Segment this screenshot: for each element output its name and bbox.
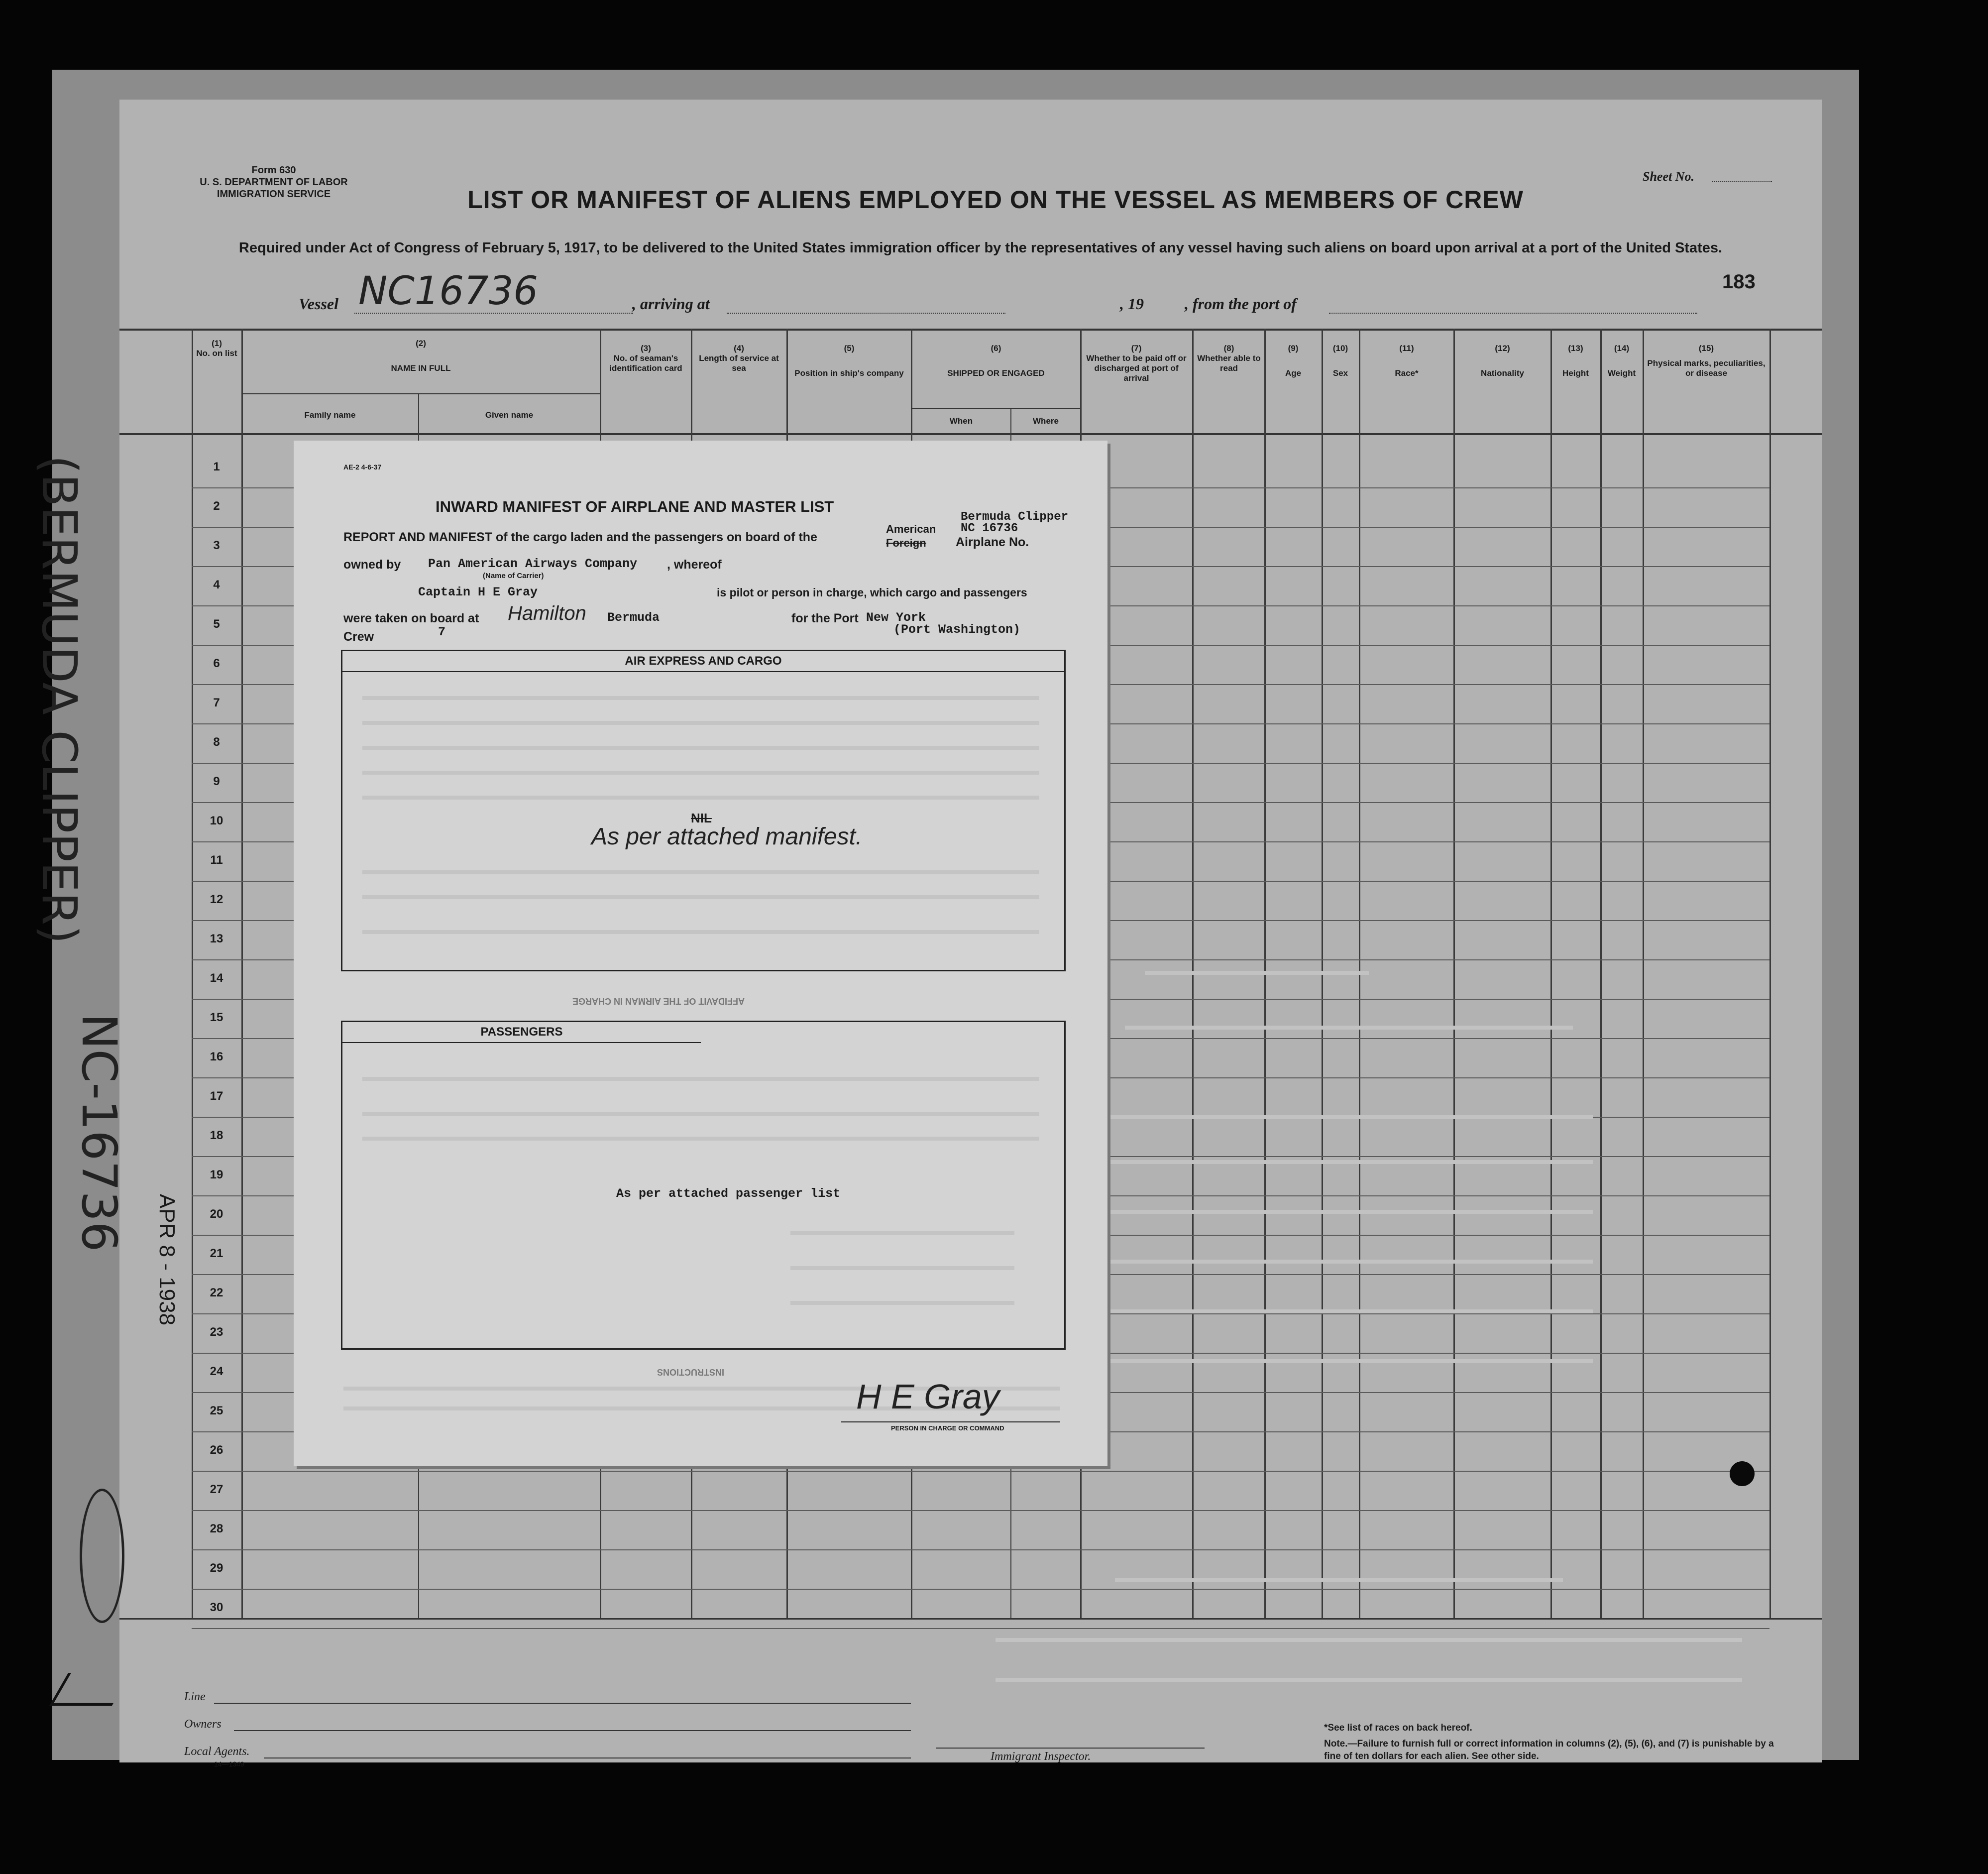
form-code: 14—1349	[214, 1760, 244, 1768]
row-number: 17	[210, 1089, 223, 1103]
faint-text	[362, 796, 1039, 800]
row-number: 9	[213, 775, 220, 788]
airplane-name: Bermuda Clipper	[961, 510, 1069, 524]
faint-text	[1125, 1026, 1573, 1030]
column-15-header: (15) Physical marks, peculiarities, or disease	[1647, 344, 1766, 378]
faint-text	[362, 696, 1039, 700]
column-7-header: (7) Whether to be paid off or discharged at port of arrival	[1086, 344, 1187, 383]
row-line	[192, 1510, 1769, 1511]
column-5-header: (5) Position in ship's company	[794, 344, 904, 378]
airplane-no: NC 16736	[961, 522, 1018, 535]
footer-top-border	[119, 1618, 1822, 1620]
family-name-header: Family name	[304, 410, 356, 420]
column-divider	[1643, 329, 1644, 1618]
faint-text	[995, 1638, 1742, 1642]
overlay-line1: REPORT AND MANIFEST of the cargo laden and the passengers on board of the	[343, 530, 817, 544]
cargo-nil: NIL	[691, 811, 712, 825]
row-number: 12	[210, 893, 223, 906]
signature-label: PERSON IN CHARGE OR COMMAND	[891, 1424, 1004, 1432]
row-line	[192, 1549, 1769, 1550]
instructions-title: INSTRUCTIONS	[657, 1367, 724, 1377]
column-12-header: (12) Nationality	[1481, 344, 1524, 378]
form-number: Form 630	[251, 165, 296, 176]
where-header: Where	[1033, 416, 1059, 426]
column-1-header: (1) No. on list	[196, 339, 237, 358]
faint-text	[1095, 1359, 1593, 1363]
line-label: Line	[184, 1690, 206, 1703]
faint-text	[790, 1301, 1014, 1305]
column-6-header: (6) SHIPPED OR ENGAGED	[947, 344, 1045, 378]
port-value: New York	[866, 610, 926, 625]
row-number: 7	[213, 696, 220, 709]
row-number: 11	[210, 853, 223, 867]
row-number: 14	[210, 971, 223, 985]
column-divider	[1453, 329, 1455, 1618]
boarded-label: were taken on board at	[343, 611, 479, 625]
column-11-header: (11) Race*	[1395, 344, 1419, 378]
table-header-bottom	[119, 433, 1822, 435]
given-name-header: Given name	[485, 410, 534, 420]
race-note: *See list of races on back hereof.	[1324, 1723, 1472, 1733]
port-label: for the Port	[791, 611, 859, 625]
row-number: 24	[210, 1365, 223, 1378]
faint-text	[1095, 1160, 1593, 1164]
year-label: , 19	[1120, 295, 1144, 313]
row-number: 13	[210, 932, 223, 945]
signature: H E Gray	[856, 1377, 999, 1416]
arriving-line	[727, 313, 1005, 314]
faint-text	[362, 870, 1039, 874]
faint-text	[362, 771, 1039, 775]
table-top-border	[119, 329, 1822, 331]
owned-by-label: owned by	[343, 558, 401, 572]
column-13-header: (13) Height	[1562, 344, 1589, 378]
faint-text	[362, 1077, 1039, 1081]
vessel-line	[354, 313, 633, 314]
faint-text	[362, 930, 1039, 934]
airplane-no-label: Airplane No.	[956, 535, 1029, 549]
date-stamp: APR 8 - 1938	[155, 1193, 179, 1326]
row-number: 29	[210, 1561, 223, 1575]
footer-note: Note.—Failure to furnish full or correct information in columns (2), (5), (6), and (7) is punishable by a fine of ten dollars for each alien. See other side.	[1324, 1739, 1774, 1761]
crew-value: 7	[438, 625, 446, 639]
row-number: 5	[213, 617, 220, 631]
faint-text	[790, 1266, 1014, 1270]
sheet-line	[1712, 181, 1772, 182]
arriving-label: , arriving at	[632, 295, 710, 313]
column-divider	[1600, 329, 1602, 1618]
column-3-header: (3) No. of seaman's identification card	[609, 344, 682, 373]
affidavit-title: AFFIDAVIT OF THE AIRMAN IN CHARGE	[572, 996, 745, 1006]
nationality-foreign: Foreign	[886, 537, 926, 549]
inward-manifest-overlay	[294, 441, 1107, 1466]
row-number: 15	[210, 1011, 223, 1024]
form-title: LIST OR MANIFEST OF ALIENS EMPLOYED ON THE VESSEL AS MEMBERS OF CREW	[467, 186, 1524, 214]
column-8-header: (8) Whether able to read	[1197, 344, 1261, 373]
row-number: 4	[213, 578, 220, 591]
row-number: 21	[210, 1247, 223, 1260]
row-number: 8	[213, 735, 220, 749]
pilot-label: is pilot or person in charge, which cargo and passengers	[717, 586, 1027, 599]
vessel-label: Vessel	[299, 295, 338, 313]
pilot-value: Captain H E Gray	[418, 585, 538, 599]
margin-plane-reg: NC-16736	[71, 1013, 127, 1252]
column-divider	[192, 329, 193, 1618]
service: IMMIGRATION SERVICE	[217, 189, 331, 200]
row-line	[192, 1628, 1769, 1629]
faint-text	[790, 1231, 1014, 1235]
row-number: 22	[210, 1286, 223, 1299]
page-number: 183	[1722, 271, 1756, 293]
cargo-hand: As per attached manifest.	[591, 823, 863, 850]
row-number: 20	[210, 1207, 223, 1221]
row-number: 28	[210, 1522, 223, 1535]
owner-value: Pan American Airways Company	[428, 557, 638, 571]
right-punch-hole	[1730, 1461, 1755, 1486]
row-line	[192, 1589, 1769, 1590]
agents-rule	[264, 1757, 911, 1758]
cargo-box	[341, 650, 1066, 971]
row-line	[192, 1471, 1769, 1472]
circle-mark	[80, 1489, 124, 1623]
passengers-text: As per attached passenger list	[616, 1186, 841, 1201]
row-number: 18	[210, 1129, 223, 1142]
boarded-place: Bermuda	[607, 610, 660, 625]
nationality-american: American	[886, 523, 936, 535]
faint-text	[362, 1112, 1039, 1116]
row-number: 26	[210, 1443, 223, 1457]
crew-label: Crew	[343, 630, 374, 644]
name-subheader-line	[241, 393, 600, 394]
shipped-subheader-line	[911, 408, 1080, 409]
line-rule	[214, 1703, 911, 1704]
overlay-form-code: AE-2 4-6-37	[343, 463, 382, 471]
column-2-header: (2) NAME IN FULL	[391, 339, 451, 373]
row-number: 2	[213, 499, 220, 513]
from-port-label: , from the port of	[1185, 295, 1297, 313]
passengers-box	[341, 1021, 1066, 1350]
column-divider	[1769, 329, 1771, 1618]
inspector-rule	[936, 1748, 1205, 1749]
row-number: 10	[210, 814, 223, 827]
vessel-value: NC16736	[358, 269, 538, 314]
faint-text	[362, 1137, 1039, 1141]
whereof-label: , whereof	[667, 558, 722, 572]
faint-text	[995, 1678, 1742, 1682]
boarded-hand: Hamilton	[508, 602, 586, 624]
cargo-title: AIR EXPRESS AND CARGO	[342, 651, 1064, 672]
when-header: When	[949, 416, 973, 426]
row-number: 3	[213, 539, 220, 552]
inspector-label: Immigrant Inspector.	[991, 1750, 1091, 1763]
faint-text	[362, 721, 1039, 725]
owners-rule	[234, 1730, 911, 1731]
carrier-label: (Name of Carrier)	[483, 572, 544, 580]
column-14-header: (14) Weight	[1607, 344, 1636, 378]
row-number: 23	[210, 1325, 223, 1339]
row-number: 16	[210, 1050, 223, 1063]
column-9-header: (9) Age	[1285, 344, 1302, 378]
agents-label: Local Agents.	[184, 1745, 250, 1758]
passengers-title: PASSENGERS	[342, 1022, 701, 1043]
signature-line	[841, 1421, 1060, 1422]
port-sub: (Port Washington)	[893, 622, 1021, 637]
row-number: 30	[210, 1601, 223, 1614]
row-number: 25	[210, 1404, 223, 1417]
column-4-header: (4) Length of service at sea	[699, 344, 779, 373]
from-port-line	[1329, 313, 1697, 314]
faint-text	[1095, 1210, 1593, 1214]
form-subtitle: Required under Act of Congress of February 5, 1917, to be delivered to the United States immigration officer by the representatives of any vessel having such aliens on board upon arrival at a port of the United States.	[238, 240, 1723, 256]
faint-text	[362, 746, 1039, 750]
faint-text	[1115, 1578, 1563, 1582]
owners-label: Owners	[184, 1718, 221, 1731]
faint-text	[1145, 971, 1369, 975]
margin-plane-name: (BERMUDA CLIPPER)	[31, 455, 87, 944]
sheet-label: Sheet No.	[1643, 169, 1694, 184]
faint-text	[1095, 1309, 1593, 1313]
row-number: 27	[210, 1483, 223, 1496]
column-divider	[241, 329, 243, 1618]
overlay-title: INWARD MANIFEST OF AIRPLANE AND MASTER LIST	[436, 498, 834, 515]
column-10-header: (10) Sex	[1332, 344, 1348, 378]
row-number: 6	[213, 657, 220, 670]
row-number: 1	[213, 460, 220, 473]
row-number: 19	[210, 1168, 223, 1181]
department: U. S. DEPARTMENT OF LABOR	[200, 177, 348, 188]
faint-text	[1095, 1260, 1593, 1264]
faint-text	[1095, 1115, 1593, 1119]
faint-text	[362, 895, 1039, 899]
column-divider	[1550, 329, 1552, 1618]
